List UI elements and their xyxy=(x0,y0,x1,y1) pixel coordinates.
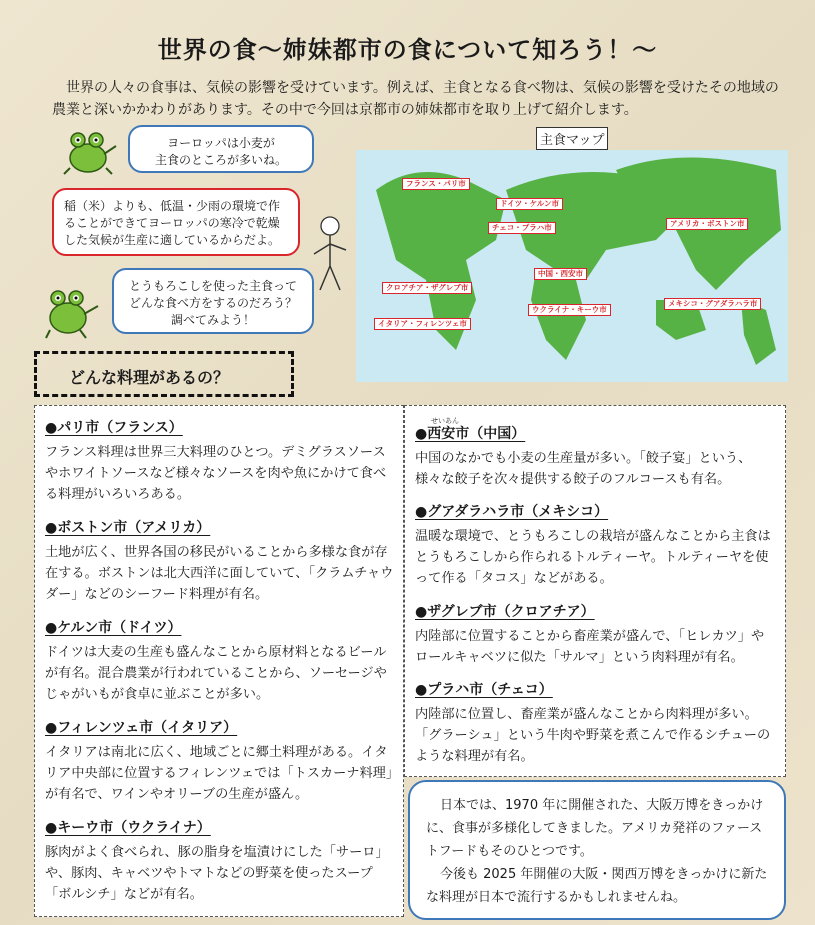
list-item xyxy=(415,602,777,668)
page-title: 世界の食～姉妹都市の食について知ろう！～ xyxy=(157,36,658,64)
right-panel xyxy=(404,405,786,777)
map-label: チェコ・プラハ市 xyxy=(488,222,556,234)
list-item xyxy=(415,680,777,767)
speech-bubble-reason xyxy=(52,188,300,256)
list-item xyxy=(45,618,395,705)
speech-bubble-text: とうもろこしを使った主食って どんな食べ方をするのだろう？ 調べてみよう！ xyxy=(128,279,297,327)
item-text: 内陸部に位置し、畜産業が盛んなことから肉料理が多い。「グラーシュ」という牛肉や野菜を煮こんで作るシチューのような料理が有名。 xyxy=(415,707,771,764)
item-text: 豚肉がよく食べられ、豚の脂身を塩漬けにした「サーロ」や、豚肉、キャベツやトマトなどの野菜を使ったスープ「ボルシチ」などが有名。 xyxy=(45,845,389,902)
list-item xyxy=(415,502,777,589)
frog-icon xyxy=(60,128,118,176)
item-heading: ●プラハ市（チェコ） xyxy=(415,682,553,698)
list-item xyxy=(45,518,395,605)
intro-text: 世界の人々の食事は、気候の影響を受けています。例えば、主食となる食べ物は、気候の影響を受けたその地域の農業と深いかかわりがあります。その中で今回は京都市の姉妹都市を取り上げて紹介します。 xyxy=(52,80,779,118)
speech-bubble-corn xyxy=(112,268,314,334)
closing-note xyxy=(408,780,786,920)
item-heading: ●グアダラハラ市（メキシコ） xyxy=(415,504,609,520)
item-heading: ●ザグレブ市（クロアチア） xyxy=(415,604,595,620)
list-item xyxy=(45,818,395,905)
note-paragraph: 日本では、1970 年に開催された、大阪万博をきっかけに、食事が多様化してきました。アメリカ発祥のファーストフードもそのひとつです。 xyxy=(426,798,764,859)
item-text: イタリアは南北に広く、地域ごとに郷土料理がある。イタリア中央部に位置するフィレンツェでは「トスカーナ料理」が有名で、ワインやオリーブの生産が盛ん。 xyxy=(45,745,393,802)
speech-bubble-europe xyxy=(128,125,314,173)
speech-bubble-text: 稲（米）よりも、低温・少雨の環境で作ることができてヨーロッパの寒冷で乾燥した気候が生産に適しているからだよ。 xyxy=(64,199,281,247)
item-heading: ●パリ市（フランス） xyxy=(45,420,183,436)
item-heading: ●フィレンツェ市（イタリア） xyxy=(45,720,238,736)
furigana: せいあん xyxy=(431,417,459,425)
list-item xyxy=(45,418,395,505)
map-title: 主食マップ xyxy=(536,127,608,150)
map-label: アメリカ・ボストン市 xyxy=(666,218,748,230)
list-item xyxy=(45,718,395,805)
item-text: 温暖な環境で、とうもろこしの栽培が盛んなことから主食はとうもろこしから作られるトルティーヤ。トルティーヤを使って作る「タコス」などがある。 xyxy=(415,529,771,586)
person-icon xyxy=(308,214,352,294)
item-text: フランス料理は世界三大料理のひとつ。デミグラスソースやホワイトソースなど様々なソースを肉や魚にかけて食べる料理がいろいろある。 xyxy=(45,445,387,502)
map-label: クロアチア・ザグレブ市 xyxy=(382,282,472,294)
item-heading: ●西安市（中国） xyxy=(415,426,526,442)
map-label: ドイツ・ケルン市 xyxy=(496,198,563,210)
note-paragraph: 今後も 2025 年開催の大阪・関西万博をきっかけに新たな料理が日本で流行するかもしれませんね。 xyxy=(426,867,768,905)
speech-bubble-text: ヨーロッパは小麦が 主食のところが多いね。 xyxy=(154,136,287,167)
item-heading: ●ボストン市（アメリカ） xyxy=(45,520,211,536)
list-item xyxy=(415,424,777,490)
item-text: 中国のなかでも小麦の生産量が多い。「餃子宴」という、様々な餃子を次々提供する餃子のフルコースも有名。 xyxy=(415,451,752,487)
item-heading: ●ケルン市（ドイツ） xyxy=(45,620,182,636)
left-panel xyxy=(34,405,404,917)
map-label: メキシコ・グアダラハラ市 xyxy=(664,298,761,310)
section-heading: どんな料理があるの？ xyxy=(34,351,294,397)
map-label: イタリア・フィレンツェ市 xyxy=(374,318,471,330)
frog-icon xyxy=(40,284,100,340)
item-text: 内陸部に位置することから畜産業が盛んで、「ヒレカツ」やロールキャベツに似た「サルマ」という肉料理が有名。 xyxy=(415,629,765,665)
map-label: ウクライナ・キーウ市 xyxy=(528,304,611,316)
map-label: 中国・西安市 xyxy=(534,268,587,280)
item-text: 土地が広く、世界各国の移民がいることから多様な食が存在する。ボストンは北大西洋に面していて、「クラムチャウダー」などのシーフード料理が有名。 xyxy=(45,545,394,602)
map-label: フランス・パリ市 xyxy=(402,178,470,190)
item-heading: ●キーウ市（ウクライナ） xyxy=(45,820,211,836)
item-text: ドイツは大麦の生産も盛んなことから原材料となるビールが有名。混合農業が行われていることから、ソーセージやじゃがいもが食卓に並ぶことが多い。 xyxy=(45,645,387,702)
